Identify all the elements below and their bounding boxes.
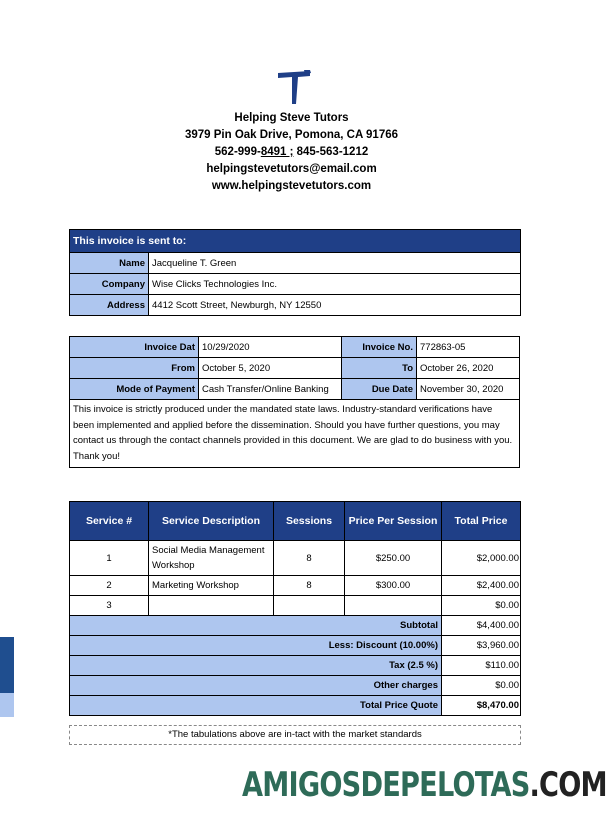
col-price-per-session: Price Per Session [345, 502, 442, 541]
service-total: $2,400.00 [442, 576, 521, 596]
payment-mode: Cash Transfer/Online Banking [199, 379, 342, 400]
col-service-description: Service Description [149, 502, 274, 541]
table-row [70, 576, 521, 596]
total-quote-label: Total Price Quote [70, 696, 442, 716]
invoice-number-label: Invoice No. [342, 337, 417, 358]
company-phone: 562-999-8491 ; 845-563-1212 [214, 146, 369, 158]
footer-note: *The tabulations above are in-tact with the market standards [69, 725, 521, 745]
service-price: $300.00 [345, 576, 442, 596]
side-accent-light [0, 693, 14, 717]
col-sessions: Sessions [274, 502, 345, 541]
recipient-name: Jacqueline T. Green [149, 253, 521, 274]
company-email: helpingstevetutors@email.com [206, 163, 377, 175]
service-price [345, 596, 442, 616]
to-label: To [342, 358, 417, 379]
service-description: Marketing Workshop [149, 576, 274, 596]
col-service-number: Service # [70, 502, 149, 541]
company-address: 3979 Pin Oak Drive, Pomona, CA 91766 [184, 129, 399, 141]
total-quote-value: $8,470.00 [442, 696, 521, 716]
table-row [70, 596, 521, 616]
service-total: $2,000.00 [442, 541, 521, 576]
subtotal-label: Subtotal [70, 616, 442, 636]
service-total: $0.00 [442, 596, 521, 616]
company-name: Helping Steve Tutors [234, 112, 349, 124]
service-price: $250.00 [345, 541, 442, 576]
side-accent-dark [0, 637, 14, 693]
service-number: 1 [70, 541, 149, 576]
from-label: From [70, 358, 199, 379]
recipient-address: 4412 Scott Street, Newburgh, NY 12550 [149, 295, 521, 316]
to-date: October 26, 2020 [417, 358, 520, 379]
service-description [149, 596, 274, 616]
table-row [70, 541, 521, 576]
recipient-company: Wise Clicks Technologies Inc. [149, 274, 521, 295]
invoice-number: 772863-05 [417, 337, 520, 358]
service-description: Social Media Management Workshop [149, 541, 274, 576]
tax-label: Tax (2.5 %) [70, 656, 442, 676]
invoice-note: This invoice is strictly produced under the mandated state laws. Industry-standard verifications have been implemented and applied before the dissemination. Should you have further questions, you may contact us through the contact channels provided in this document. We are glad to do business with you. Thank you! [70, 400, 520, 468]
name-label: Name [70, 253, 149, 274]
pen-logo-icon [274, 68, 314, 108]
totals-row [70, 636, 521, 656]
discount-value: $3,960.00 [442, 636, 521, 656]
discount-label: Less: Discount (10.00%) [70, 636, 442, 656]
service-sessions: 8 [274, 576, 345, 596]
services-table [69, 501, 521, 716]
tax-value: $110.00 [442, 656, 521, 676]
col-total-price: Total Price [442, 502, 521, 541]
service-sessions: 8 [274, 541, 345, 576]
other-charges-label: Other charges [70, 676, 442, 696]
watermark-domain: .COM [529, 765, 607, 805]
due-date-label: Due Date [342, 379, 417, 400]
invoice-date-label: Invoice Dat [70, 337, 199, 358]
invoice-date: 10/29/2020 [199, 337, 342, 358]
from-date: October 5, 2020 [199, 358, 342, 379]
company-website: www.helpingstevetutors.com [211, 180, 372, 192]
subtotal-value: $4,400.00 [442, 616, 521, 636]
totals-row [70, 656, 521, 676]
other-charges-value: $0.00 [442, 676, 521, 696]
totals-row [70, 616, 521, 636]
company-header [0, 110, 583, 195]
service-number: 2 [70, 576, 149, 596]
watermark-brand: AMIGOSDEPELOTAS [242, 765, 530, 805]
address-label: Address [70, 295, 149, 316]
service-number: 3 [70, 596, 149, 616]
watermark [242, 760, 607, 810]
recipient-heading: This invoice is sent to: [70, 230, 521, 253]
totals-row [70, 696, 521, 716]
due-date: November 30, 2020 [417, 379, 520, 400]
invoice-meta-table [69, 336, 520, 468]
service-sessions [274, 596, 345, 616]
payment-mode-label: Mode of Payment [70, 379, 199, 400]
recipient-table [69, 229, 521, 316]
company-label: Company [70, 274, 149, 295]
totals-row [70, 676, 521, 696]
